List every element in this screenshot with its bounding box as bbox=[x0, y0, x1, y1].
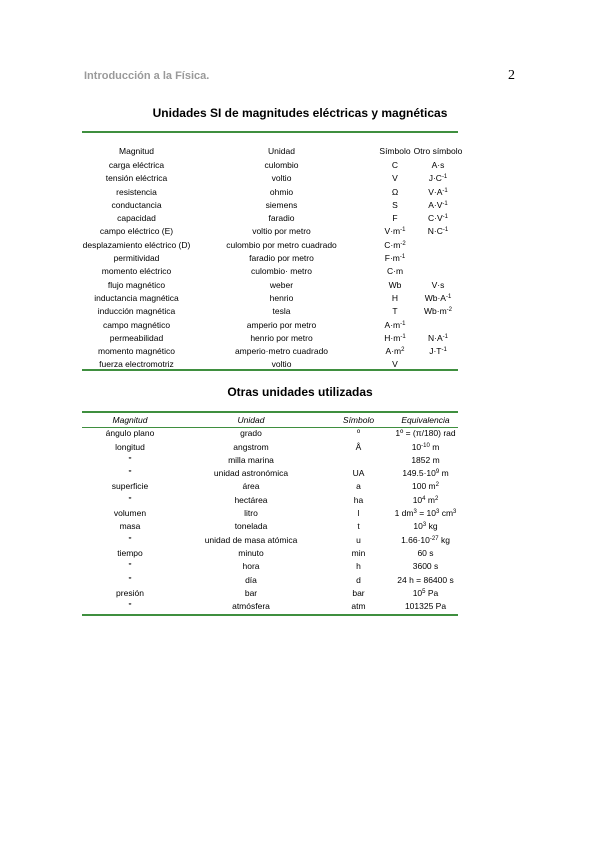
table-cell: capacidad bbox=[117, 213, 156, 224]
table-cell: ángulo plano bbox=[105, 428, 155, 439]
table-cell: C·m bbox=[386, 266, 404, 277]
table-cell: 3600 s bbox=[412, 561, 439, 572]
table-cell: conductancia bbox=[111, 199, 162, 210]
table-cell: ha bbox=[353, 494, 364, 505]
table-cell: fuerza electromotriz bbox=[99, 359, 174, 370]
table2-title: Otras unidades utilizadas bbox=[227, 385, 373, 399]
table-cell: F bbox=[392, 213, 398, 224]
table-cell: ohmio bbox=[269, 186, 294, 197]
table-cell: t bbox=[357, 521, 360, 532]
table-cell: a bbox=[356, 481, 361, 492]
table-cell: 1852 m bbox=[411, 454, 440, 465]
table-row bbox=[82, 239, 458, 252]
table-cell: voltio bbox=[271, 359, 292, 370]
table-cell: campo magnético bbox=[102, 319, 171, 330]
table-cell: V·s bbox=[431, 279, 445, 290]
table-cell: bar bbox=[244, 587, 258, 598]
table-cell: $F\cdot m^{-1}$ bbox=[384, 253, 406, 264]
table-cell: tensión eléctrica bbox=[105, 173, 168, 184]
table-cell: culombio bbox=[264, 160, 299, 170]
table-cell: $A\cdot V^{-1}$ bbox=[428, 199, 448, 210]
table-cell: " bbox=[128, 561, 132, 572]
table-cell: Å bbox=[355, 441, 362, 452]
table-cell: T bbox=[392, 306, 398, 317]
table-cell: $N\cdot C^{-1}$ bbox=[427, 226, 449, 237]
table-cell: 1º = (π/180) rad bbox=[395, 428, 456, 439]
table-row bbox=[82, 319, 458, 332]
table-cell: " bbox=[128, 574, 132, 585]
table-cell: momento eléctrico bbox=[101, 266, 172, 277]
table-cell: $Wb\cdot m^{-2}$ bbox=[423, 306, 452, 317]
table-cell: 100 $m^2$ bbox=[412, 481, 439, 492]
table-cell: C bbox=[391, 160, 399, 170]
table-cell: permitividad bbox=[113, 253, 160, 264]
table-cell: faradio por metro bbox=[249, 253, 314, 264]
table-cell: V bbox=[392, 359, 398, 370]
table-cell bbox=[418, 319, 458, 332]
table-cell: litro bbox=[244, 508, 258, 519]
column-header: Símbolo bbox=[379, 146, 411, 156]
table-row bbox=[82, 507, 458, 520]
table-row bbox=[82, 252, 458, 265]
table-cell: $10^5$ Pa bbox=[412, 587, 439, 598]
column-header: Magnitud bbox=[112, 415, 148, 425]
table-row bbox=[82, 159, 458, 172]
table-cell: atmósfera bbox=[232, 601, 270, 612]
table-cell: V bbox=[392, 173, 398, 184]
table-row bbox=[82, 494, 458, 507]
table-row bbox=[82, 212, 458, 225]
table-cell: tonelada bbox=[234, 521, 268, 532]
table-cell: henrio por metro bbox=[250, 332, 313, 343]
table-cell: $A\cdot m^2$ bbox=[385, 346, 405, 357]
page-number: 2 bbox=[508, 68, 515, 83]
table-cell: hora bbox=[242, 561, 260, 572]
table-cell: $H\cdot m^{-1}$ bbox=[384, 332, 406, 343]
table-row bbox=[82, 560, 458, 573]
table-cell: tesla bbox=[272, 306, 291, 317]
table-row bbox=[82, 480, 458, 493]
table-header-row bbox=[82, 133, 463, 159]
table-row bbox=[82, 534, 458, 547]
table-cell: flujo magnético bbox=[107, 279, 166, 290]
table-cell: carga eléctrica bbox=[108, 160, 165, 170]
table-cell: voltio bbox=[271, 173, 292, 184]
table-cell: 101325 Pa bbox=[404, 601, 447, 612]
table-cell: H bbox=[391, 292, 399, 303]
table-cell: voltio por metro bbox=[252, 226, 311, 237]
table-cell: weber bbox=[269, 279, 294, 290]
column-header: Otro símbolo bbox=[413, 146, 463, 156]
table-cell: 1 $dm^3 = 10^3$ $cm^3$ bbox=[394, 508, 457, 519]
table-cell: UA bbox=[352, 468, 365, 479]
column-header: Unidad bbox=[237, 415, 265, 425]
table-row bbox=[82, 600, 458, 613]
table-cell: " bbox=[128, 454, 132, 465]
table-row bbox=[82, 547, 458, 560]
table-cell: $10^3$ kg bbox=[413, 521, 438, 532]
table-cell: d bbox=[356, 574, 361, 585]
table-cell: angstrom bbox=[233, 441, 269, 452]
table-cell: h bbox=[356, 561, 361, 572]
table-row bbox=[82, 225, 458, 238]
table-row bbox=[82, 454, 458, 467]
table-cell: grado bbox=[240, 428, 262, 439]
table-cell: $1.66\cdot 10^{-27}$ kg bbox=[401, 534, 450, 545]
table-cell: inductancia magnética bbox=[94, 292, 179, 303]
table-row bbox=[82, 427, 458, 440]
table-cell: $10^{-10}$ m bbox=[411, 441, 440, 452]
table-cell: bar bbox=[352, 587, 365, 598]
table-cell: momento magnético bbox=[97, 346, 175, 357]
table-row bbox=[82, 587, 458, 600]
table-cell: milla marina bbox=[228, 454, 274, 465]
table-cell: l bbox=[357, 508, 360, 519]
table-cell: 24 h = 86400 s bbox=[397, 574, 454, 585]
table1-bottom-rule bbox=[82, 369, 458, 371]
table-cell: $10^4$ $m^2$ bbox=[412, 494, 439, 505]
table-cell: $V\cdot A^{-1}$ bbox=[428, 186, 448, 197]
table-cell: unidad astronómica bbox=[213, 468, 289, 479]
table-cell bbox=[418, 265, 458, 278]
table-cell: " bbox=[128, 601, 132, 612]
table-row bbox=[82, 199, 458, 212]
table-row bbox=[82, 467, 458, 480]
table-row bbox=[82, 186, 458, 199]
table-cell: 60 s bbox=[417, 547, 434, 558]
table-cell: henrio bbox=[269, 292, 294, 303]
table-cell: min bbox=[351, 547, 366, 558]
table-cell: culombio por metro cuadrado bbox=[226, 239, 337, 250]
column-header: Magnitud bbox=[119, 146, 154, 156]
column-header: Unidad bbox=[268, 146, 295, 156]
table-cell: S bbox=[392, 199, 398, 210]
table-row bbox=[82, 574, 458, 587]
table-cell: amperio por metro bbox=[246, 319, 317, 330]
column-header: Equivalencia bbox=[401, 415, 450, 425]
table-cell: $C\cdot m^{-2}$ bbox=[384, 239, 406, 250]
table-cell: longitud bbox=[115, 441, 145, 452]
table-cell: área bbox=[242, 481, 260, 492]
table-cell bbox=[324, 454, 393, 467]
table-cell: presión bbox=[116, 587, 144, 598]
table-cell: permeabilidad bbox=[109, 332, 164, 343]
table-row bbox=[82, 345, 458, 358]
table-cell: desplazamiento eléctrico (D) bbox=[82, 239, 191, 250]
table-cell: superficie bbox=[111, 481, 149, 492]
table2-other-units bbox=[82, 414, 458, 613]
table-cell: atm bbox=[351, 601, 366, 612]
table-row bbox=[82, 279, 458, 292]
table-cell: faradio bbox=[268, 213, 295, 224]
table2-header-rule bbox=[82, 427, 458, 428]
table-cell: hectárea bbox=[234, 494, 268, 505]
table1-electric-magnetic-units bbox=[82, 133, 463, 372]
column-header: Símbolo bbox=[342, 415, 375, 425]
table-cell: u bbox=[356, 534, 361, 545]
table-cell bbox=[418, 239, 458, 252]
table-cell: $J\cdot C^{-1}$ bbox=[428, 173, 448, 184]
table-cell bbox=[418, 252, 458, 265]
table-cell: siemens bbox=[265, 199, 298, 210]
table-cell: $A\cdot m^{-1}$ bbox=[384, 319, 406, 330]
table-header-row bbox=[82, 414, 458, 427]
table-cell: culombio· metro bbox=[251, 266, 312, 277]
table1-title: Unidades SI de magnitudes eléctricas y magnéticas bbox=[152, 106, 448, 120]
table-row bbox=[82, 441, 458, 454]
table-cell: día bbox=[245, 574, 257, 585]
table-row bbox=[82, 332, 458, 345]
table-cell: $V\cdot m^{-1}$ bbox=[384, 226, 406, 237]
table-cell: $C\cdot V^{-1}$ bbox=[428, 213, 448, 224]
table-row bbox=[82, 265, 458, 278]
table-cell: campo eléctrico (E) bbox=[99, 226, 174, 237]
table-cell: amperio·metro cuadrado bbox=[234, 346, 329, 357]
table-cell: " bbox=[128, 468, 132, 479]
table-row bbox=[82, 172, 458, 185]
table-cell: $149.5\cdot 10^9$ m bbox=[402, 468, 449, 479]
table-row bbox=[82, 305, 458, 318]
table-cell: $N\cdot A^{-1}$ bbox=[428, 332, 448, 343]
running-header: Introducción a la Física. bbox=[84, 70, 210, 82]
table-cell: " bbox=[128, 534, 132, 545]
table-row bbox=[82, 520, 458, 533]
table-cell: º bbox=[356, 428, 361, 439]
table-cell: inducción magnética bbox=[97, 306, 176, 317]
table-cell: Ω bbox=[391, 186, 399, 197]
table-cell: minuto bbox=[238, 547, 264, 558]
table2-bottom-rule bbox=[82, 614, 458, 616]
table-cell: $J\cdot T^{-1}$ bbox=[429, 346, 447, 357]
table-row bbox=[82, 292, 458, 305]
table-cell: masa bbox=[119, 521, 141, 532]
table-cell: Wb bbox=[388, 279, 402, 290]
table-cell: $Wb\cdot A^{-1}$ bbox=[424, 292, 452, 303]
table-cell: A·s bbox=[431, 160, 445, 170]
table-cell: volumen bbox=[113, 508, 147, 519]
table-cell: resistencia bbox=[116, 186, 157, 197]
table-cell: unidad de masa atómica bbox=[204, 534, 298, 545]
table-cell: " bbox=[128, 494, 132, 505]
table-cell: tiempo bbox=[117, 547, 143, 558]
table2-top-rule bbox=[82, 411, 458, 413]
